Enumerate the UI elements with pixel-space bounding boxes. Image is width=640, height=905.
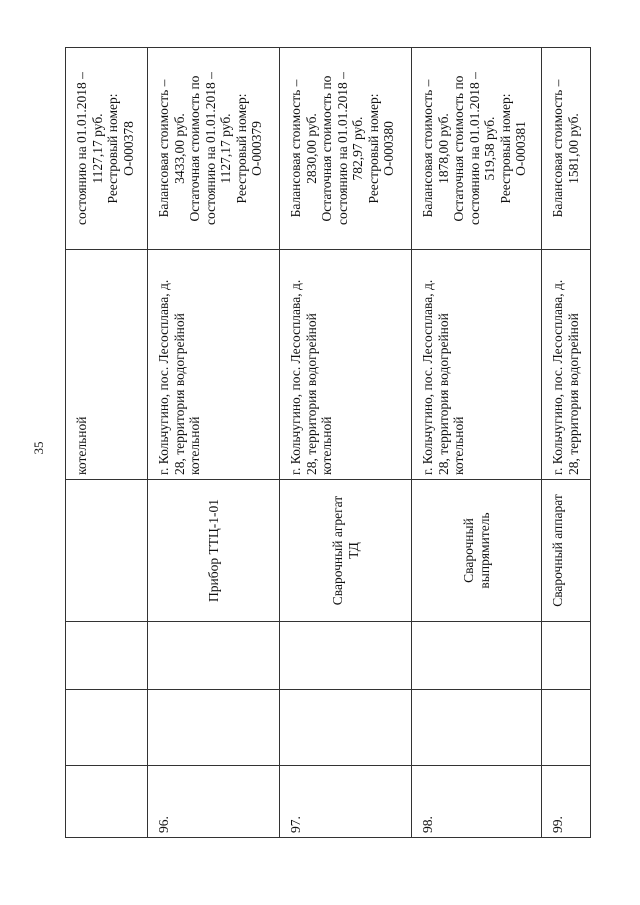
empty-cell bbox=[412, 622, 542, 690]
value-cell bbox=[148, 48, 280, 250]
name-cell bbox=[542, 480, 591, 622]
num-cell bbox=[66, 766, 148, 838]
value-line: Реестровый номер: bbox=[365, 93, 381, 204]
name-line: Сварочный агрегат bbox=[330, 495, 345, 606]
value-line: 3433,00 руб. bbox=[171, 113, 187, 184]
value-line: 1127,17 руб. bbox=[218, 113, 233, 184]
empty-cell bbox=[148, 622, 280, 690]
value-line: Остаточная стоимость по bbox=[187, 75, 202, 222]
empty-cell bbox=[66, 690, 148, 766]
name-cell bbox=[412, 480, 542, 622]
value-line: 1581,00 руб. bbox=[565, 113, 581, 184]
value-line: состоянию на 01.01.2018 – bbox=[74, 72, 89, 225]
address-cell bbox=[542, 250, 591, 480]
num-cell: 97. bbox=[280, 766, 412, 838]
empty-cell bbox=[280, 690, 412, 766]
value-line: Реестровый номер: bbox=[105, 93, 120, 204]
property-table bbox=[65, 47, 591, 838]
value-line: О-000378 bbox=[120, 121, 136, 176]
value-line: Балансовая стоимость – bbox=[550, 79, 565, 218]
value-line: 1127,17 руб. bbox=[89, 113, 105, 184]
table-row bbox=[148, 48, 280, 838]
value-cell bbox=[542, 48, 591, 250]
value-cell bbox=[66, 48, 148, 250]
empty-cell bbox=[542, 690, 591, 766]
value-line: 519,58 руб. bbox=[482, 116, 497, 181]
address-line: котельной bbox=[74, 416, 89, 475]
table-row bbox=[280, 48, 412, 838]
address-line: г. Кольчугино, пос. Лесосплава, д. bbox=[156, 279, 171, 475]
empty-cell bbox=[542, 622, 591, 690]
value-line: Реестровый номер: bbox=[497, 93, 513, 204]
value-line: 782,97 руб. bbox=[350, 116, 365, 181]
name-cell bbox=[280, 480, 412, 622]
num-cell: 98. bbox=[412, 766, 542, 838]
table-row bbox=[66, 48, 148, 838]
value-line: Остаточная стоимость по bbox=[319, 75, 334, 222]
address-line: г. Кольчугино, пос. Лесосплава, д. bbox=[288, 279, 303, 475]
address-line: котельной bbox=[187, 416, 202, 475]
address-line: котельной bbox=[451, 416, 466, 475]
table-row bbox=[412, 48, 542, 838]
name-line: выпрямитель bbox=[476, 512, 492, 589]
address-line: 28, территория водогрейной bbox=[565, 313, 581, 475]
empty-cell bbox=[66, 622, 148, 690]
value-line: состоянию на 01.01.2018 – bbox=[466, 72, 482, 225]
address-cell bbox=[412, 250, 542, 480]
address-line: 28, территория водогрейной bbox=[171, 313, 187, 475]
rotated-table-container bbox=[65, 48, 590, 838]
address-line: 28, территория водогрейной bbox=[435, 313, 451, 475]
name-line: Сварочный bbox=[461, 518, 476, 583]
num-cell: 99. bbox=[542, 766, 591, 838]
address-cell bbox=[66, 250, 148, 480]
address-line: г. Кольчугино, пос. Лесосплава, д. bbox=[550, 279, 565, 475]
value-cell bbox=[280, 48, 412, 250]
value-line: Балансовая стоимость – bbox=[288, 79, 303, 218]
value-line: О-000381 bbox=[513, 121, 528, 176]
value-line: состоянию на 01.01.2018 – bbox=[334, 72, 350, 225]
empty-cell bbox=[148, 690, 280, 766]
value-line: 2830,00 руб. bbox=[303, 113, 319, 184]
value-line: Реестровый номер: bbox=[233, 93, 249, 204]
name-cell bbox=[66, 480, 148, 622]
page-number: 35 bbox=[31, 441, 46, 455]
address-cell bbox=[280, 250, 412, 480]
value-line: О-000380 bbox=[381, 121, 396, 176]
address-line: котельной bbox=[319, 416, 334, 475]
value-line: 1878,00 руб. bbox=[435, 113, 451, 184]
value-line: Остаточная стоимость по bbox=[451, 75, 466, 222]
empty-cell bbox=[412, 690, 542, 766]
num-cell: 96. bbox=[148, 766, 280, 838]
address-line: г. Кольчугино, пос. Лесосплава, д. bbox=[420, 279, 435, 475]
name-line: Сварочный аппарат bbox=[550, 494, 565, 607]
name-line: ТД bbox=[345, 542, 361, 559]
empty-cell bbox=[280, 622, 412, 690]
table-row bbox=[542, 48, 591, 838]
value-line: Балансовая стоимость – bbox=[420, 79, 435, 218]
value-cell bbox=[412, 48, 542, 250]
address-line: 28, территория водогрейной bbox=[303, 313, 319, 475]
value-line: состоянию на 01.01.2018 – bbox=[202, 72, 218, 225]
name-line: Прибор ТТЦ-1-01 bbox=[205, 499, 221, 602]
address-cell bbox=[148, 250, 280, 480]
name-cell bbox=[148, 480, 280, 622]
value-line: Балансовая стоимость – bbox=[156, 79, 171, 218]
value-line: О-000379 bbox=[249, 121, 264, 176]
